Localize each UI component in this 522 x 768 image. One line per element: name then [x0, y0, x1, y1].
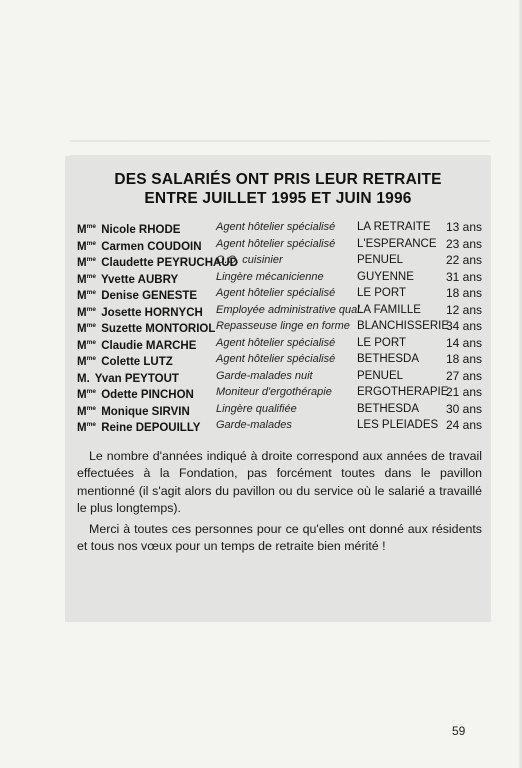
heading-line-1: DES SALARIÉS ONT PRIS LEUR RETRAITE [114, 171, 442, 188]
retiree-title-suffix: me [86, 404, 96, 412]
retiree-fullname: Josette HORNYCH [101, 306, 203, 319]
retiree-years: 34 ans [445, 319, 482, 333]
retiree-job: Moniteur d'ergothérapie [216, 386, 332, 398]
retiree-years: 14 ans [445, 335, 482, 350]
retiree-years: 23 ans [445, 236, 482, 251]
retiree-title-suffix: me [86, 322, 96, 329]
retiree-job: Garde-malades nuit [216, 369, 313, 382]
retiree-fullname: Odette PINCHON [101, 389, 194, 401]
retiree-title-suffix: me [86, 289, 96, 296]
retiree-place: GUYENNE [357, 270, 414, 283]
thanks-paragraph: Merci à toutes ces personnes pour ce qu'elles ont donné aux résidents et tous nos vœux pour un temps de retraite bien mérité ! [77, 522, 482, 554]
retiree-years: 12 ans [445, 302, 482, 317]
retiree-title-suffix: me [86, 256, 96, 263]
retiree-name [77, 417, 200, 437]
retiree-fullname: Denise GENESTE [101, 290, 198, 302]
retiree-place: BETHESDA [357, 402, 419, 415]
retiree-title: M [77, 306, 87, 319]
retiree-title: M [77, 339, 87, 352]
retiree-row [77, 318, 482, 335]
retiree-job: Repasseuse linge en forme [216, 320, 350, 332]
retiree-years: 31 ans [445, 269, 482, 284]
retiree-title: M [77, 224, 87, 236]
retiree-title-suffix: me [86, 239, 96, 247]
retiree-job: Agent hôtelier spécialisé [216, 336, 336, 349]
retiree-years: 27 ans [445, 368, 482, 383]
retiree-row [77, 285, 482, 302]
retiree-row [77, 417, 482, 434]
retiree-title: M [77, 356, 87, 368]
retiree-fullname: Monique SIRVIN [101, 405, 190, 418]
retiree-title: M [77, 240, 87, 253]
retiree-fullname: Yvan PEYTOUT [94, 372, 179, 385]
retiree-job: Agent hôtelier spécialisé [216, 287, 336, 299]
retiree-place: PENUEL [357, 369, 404, 382]
retiree-job: Employée administrative qual. [216, 303, 363, 316]
page-edge-shadow [518, 0, 522, 768]
retiree-row [77, 302, 482, 319]
retiree-row [77, 252, 482, 269]
retiree-title: M [77, 323, 87, 335]
retiree-row [77, 219, 482, 236]
retiree-place: L'ESPERANCE [357, 237, 437, 250]
retiree-years: 21 ans [445, 385, 482, 399]
retiree-fullname: Suzette MONTORIOL [101, 323, 216, 335]
retiree-job: Agent hôtelier spécialisé [216, 237, 336, 250]
retiree-title: M [77, 273, 87, 286]
retiree-years: 24 ans [445, 418, 482, 432]
retiree-list [77, 219, 482, 434]
retiree-place: LE PORT [357, 287, 406, 299]
retiree-job: Lingère mécanicienne [216, 270, 324, 283]
retiree-title-suffix: me [86, 355, 96, 362]
page-number: 59 [452, 724, 466, 738]
retiree-job: O.Q. cuisinier [216, 254, 283, 266]
retiree-row [77, 335, 482, 352]
retiree-row [77, 269, 482, 286]
retiree-years: 18 ans [445, 286, 482, 300]
retiree-title-suffix: me [86, 305, 96, 313]
retiree-job: Agent hôtelier spécialisé [216, 353, 336, 365]
retiree-fullname: Reine DEPOUILLY [101, 422, 201, 434]
retiree-title-suffix: me [86, 223, 96, 230]
note-paragraph: Le nombre d'années indiqué à droite correspond aux années de travail effectuées à la Fondation, pas forcément toutes dans le pavillon mentionné (il s'agit alors du pavillon ou du service où le salarié a travaillé le plus longtemps). [77, 449, 482, 516]
retiree-fullname: Carmen COUDOIN [101, 240, 202, 253]
retiree-row [77, 368, 482, 385]
retiree-place: BLANCHISSERIE [357, 320, 450, 332]
retiree-place: ERGOTHERAPIE [357, 386, 449, 398]
retiree-fullname: Yvette AUBRY [101, 273, 179, 286]
retiree-fullname: Claudette PEYRUCHAUD [101, 257, 238, 269]
retiree-row [77, 384, 482, 401]
retiree-place: LA FAMILLE [357, 303, 421, 316]
retiree-fullname: Colette LUTZ [101, 356, 173, 368]
retiree-title: M [77, 422, 87, 434]
retiree-job: Lingère qualifiée [216, 402, 297, 415]
retiree-row [77, 351, 482, 368]
retiree-place: PENUEL [357, 254, 404, 266]
retiree-row [77, 236, 482, 253]
retiree-place: LE PORT [357, 336, 406, 349]
retiree-title-suffix: me [86, 338, 96, 346]
retiree-title-suffix: me [86, 421, 96, 428]
retiree-years: 22 ans [445, 253, 482, 267]
retiree-title: M [77, 389, 87, 401]
retiree-title: M [77, 290, 87, 302]
retiree-place: BETHESDA [357, 353, 419, 365]
retiree-place: LES PLEIADES [357, 419, 439, 431]
retiree-title-suffix: me [86, 388, 96, 395]
retiree-place: LA RETRAITE [357, 221, 431, 233]
retiree-years: 13 ans [445, 220, 482, 234]
retiree-row [77, 401, 482, 418]
retiree-title: M [77, 405, 87, 418]
retiree-fullname: Claudie MARCHE [101, 339, 197, 352]
retiree-job: Garde-malades [216, 419, 292, 431]
heading-line-2: ENTRE JUILLET 1995 ET JUIN 1996 [144, 190, 412, 207]
retiree-title: M. [77, 372, 90, 385]
retiree-job: Agent hôtelier spécialisé [216, 221, 336, 233]
retiree-title-suffix: me [86, 272, 96, 280]
retiree-title: M [77, 257, 87, 269]
retiree-years: 18 ans [445, 352, 482, 366]
retiree-years: 30 ans [445, 401, 482, 416]
retiree-fullname: Nicole RHODE [101, 224, 181, 236]
